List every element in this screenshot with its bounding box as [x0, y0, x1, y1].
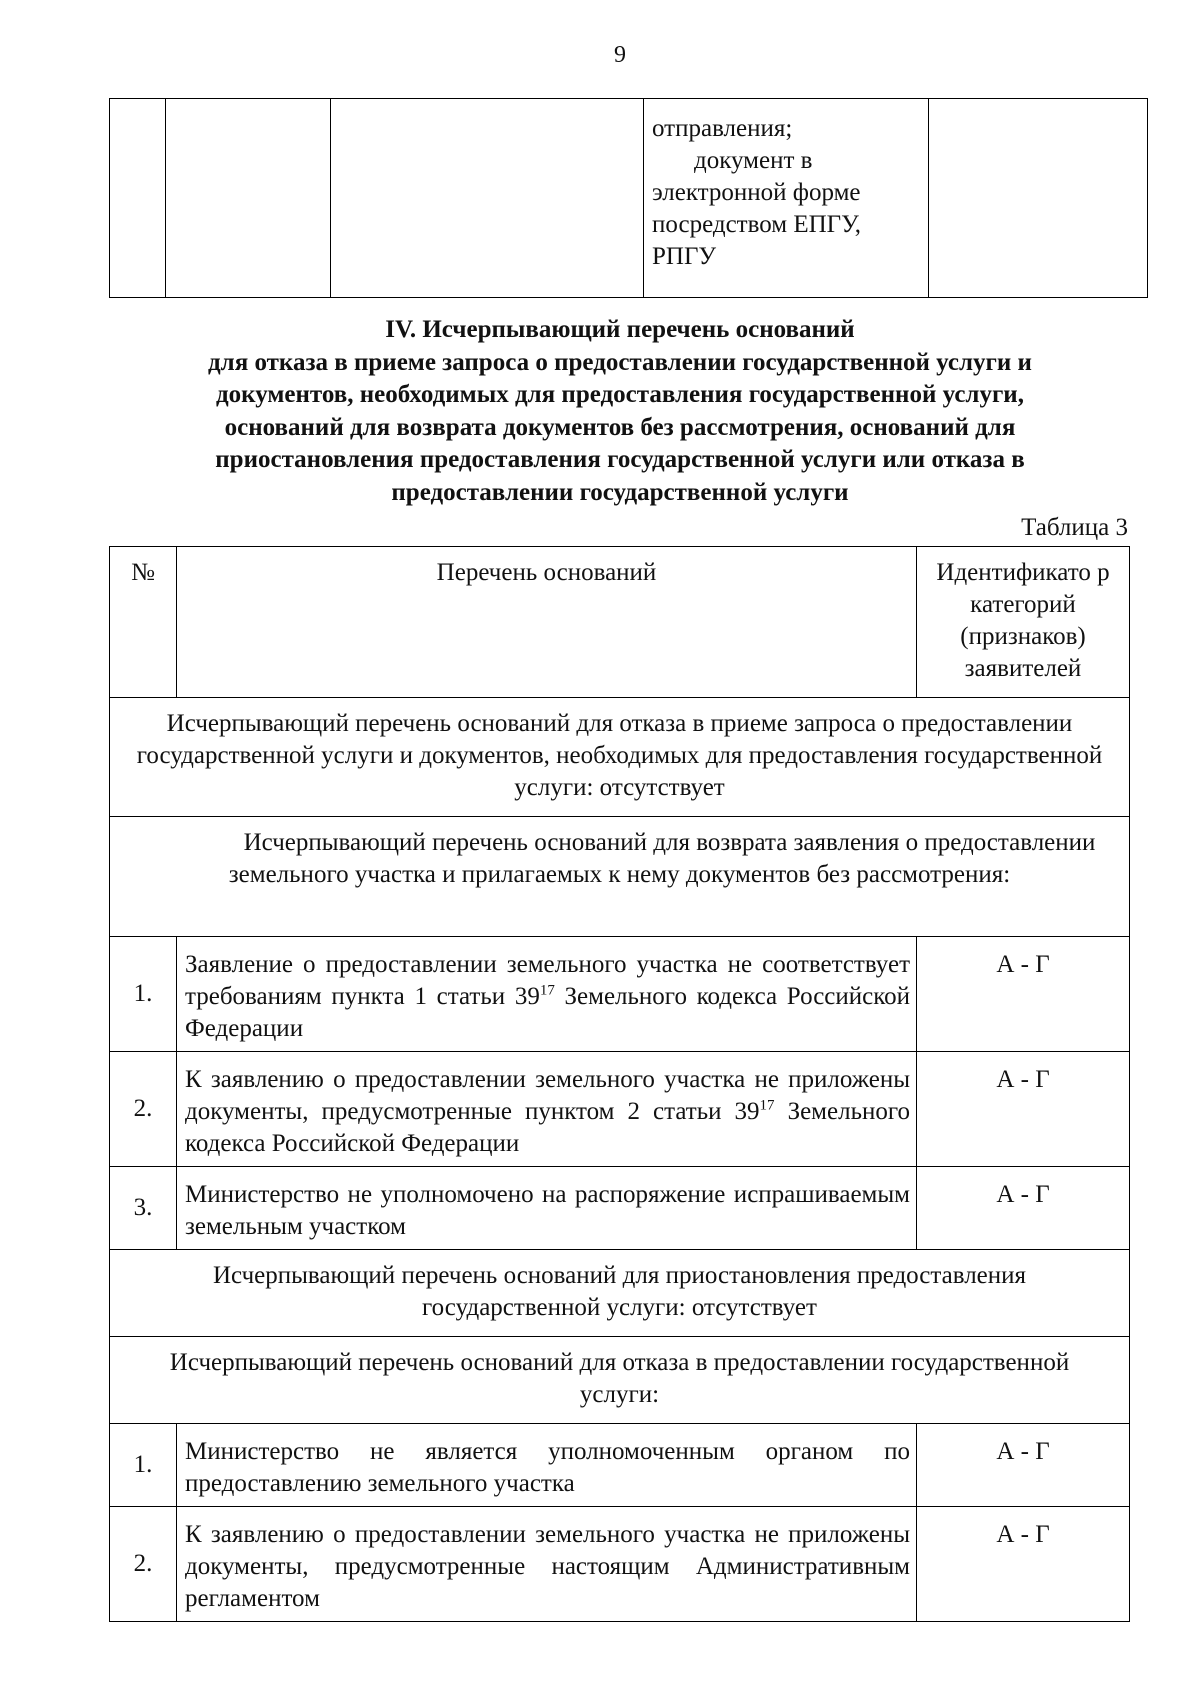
row-identifier: А - Г	[917, 1167, 1130, 1250]
continuation-table	[109, 98, 1148, 298]
heading-line: для отказа в приеме запроса о предоставлении государственной услуги и	[208, 348, 1032, 376]
header-reasons: Перечень оснований	[177, 547, 917, 698]
continuation-line: электронной форме	[652, 179, 861, 206]
empty-cell	[166, 99, 331, 298]
header-identifier: Идентификато р категорий (признаков) заявителей	[917, 547, 1130, 698]
continuation-cell	[644, 99, 929, 298]
page-number: 9	[614, 42, 626, 68]
row-text: Министерство не является уполномоченным органом по предоставлению земельного участка	[177, 1424, 917, 1507]
row-text: К заявлению о предоставлении земельного участка не приложены документы, предусмотренные пунктом 2 статьи $39^{17}$ Земельного кодекса Российской Федерации	[177, 1052, 917, 1167]
superscript: 17	[759, 1097, 775, 1114]
row-number: 2.	[110, 1507, 177, 1622]
table-row	[110, 1167, 1130, 1250]
heading-line: приостановления предоставления государственной услуги или отказа в	[215, 446, 1025, 473]
row-identifier: А - Г	[917, 1052, 1130, 1167]
continuation-line: отправления;	[652, 115, 793, 142]
empty-cell	[929, 99, 1148, 298]
table-caption: Таблица 3	[1021, 514, 1128, 541]
section-row	[110, 698, 1130, 817]
section-row	[110, 1250, 1130, 1337]
section-row	[110, 1337, 1130, 1424]
row-identifier: А - Г	[917, 937, 1130, 1052]
section-row	[110, 817, 1130, 937]
row-identifier: А - Г	[917, 1424, 1130, 1507]
empty-cell	[110, 99, 166, 298]
superscript: 17	[539, 982, 555, 999]
heading-line: предоставлении государственной услуги	[391, 478, 849, 506]
row-number: 2.	[110, 1052, 177, 1167]
table-row	[110, 1424, 1130, 1507]
heading-line: документов, необходимых для предоставления государственной услуги,	[216, 381, 1024, 408]
row-number: 3.	[110, 1167, 177, 1250]
row-number: 1.	[110, 1424, 177, 1507]
section-title: Исчерпывающий перечень оснований для возврата заявления о предоставлении земельного участка и прилагаемых к нему документов без рассмотрения:	[110, 817, 1130, 937]
table-header-row	[110, 547, 1130, 698]
section-title: Исчерпывающий перечень оснований для приостановления предоставления государственной услуги: отсутствует	[110, 1250, 1130, 1337]
grounds-table	[109, 546, 1130, 1622]
continuation-line: посредством ЕПГУ,	[652, 211, 861, 238]
row-identifier: А - Г	[917, 1507, 1130, 1622]
row-text: К заявлению о предоставлении земельного участка не приложены документы, предусмотренные настоящим Административным регламентом	[177, 1507, 917, 1622]
row-number: 1.	[110, 937, 177, 1052]
heading-line: IV. Исчерпывающий перечень оснований	[385, 316, 855, 343]
row-text: Министерство не уполномочено на распоряжение испрашиваемым земельным участком	[177, 1167, 917, 1250]
table-row	[110, 99, 1148, 298]
heading-line: оснований для возврата документов без рассмотрения, оснований для	[224, 413, 1016, 441]
table-row	[110, 1507, 1130, 1622]
section-title: Исчерпывающий перечень оснований для отказа в приеме запроса о предоставлении государственной услуги и документов, необходимых для предоставления государственной услуги: отсутствует	[110, 698, 1130, 817]
section-heading	[100, 314, 1140, 509]
section-title: Исчерпывающий перечень оснований для отказа в предоставлении государственной услуги:	[110, 1337, 1130, 1424]
row-text: Заявление о предоставлении земельного участка не соответствует требованиям пункта 1 статьи $39^{17}$ Земельного кодекса Российской Федерации	[177, 937, 917, 1052]
table-row	[110, 1052, 1130, 1167]
header-num: №	[110, 547, 177, 698]
continuation-line: документ в	[694, 147, 813, 174]
table-row	[110, 937, 1130, 1052]
continuation-line: РПГУ	[652, 243, 717, 270]
empty-cell	[331, 99, 644, 298]
